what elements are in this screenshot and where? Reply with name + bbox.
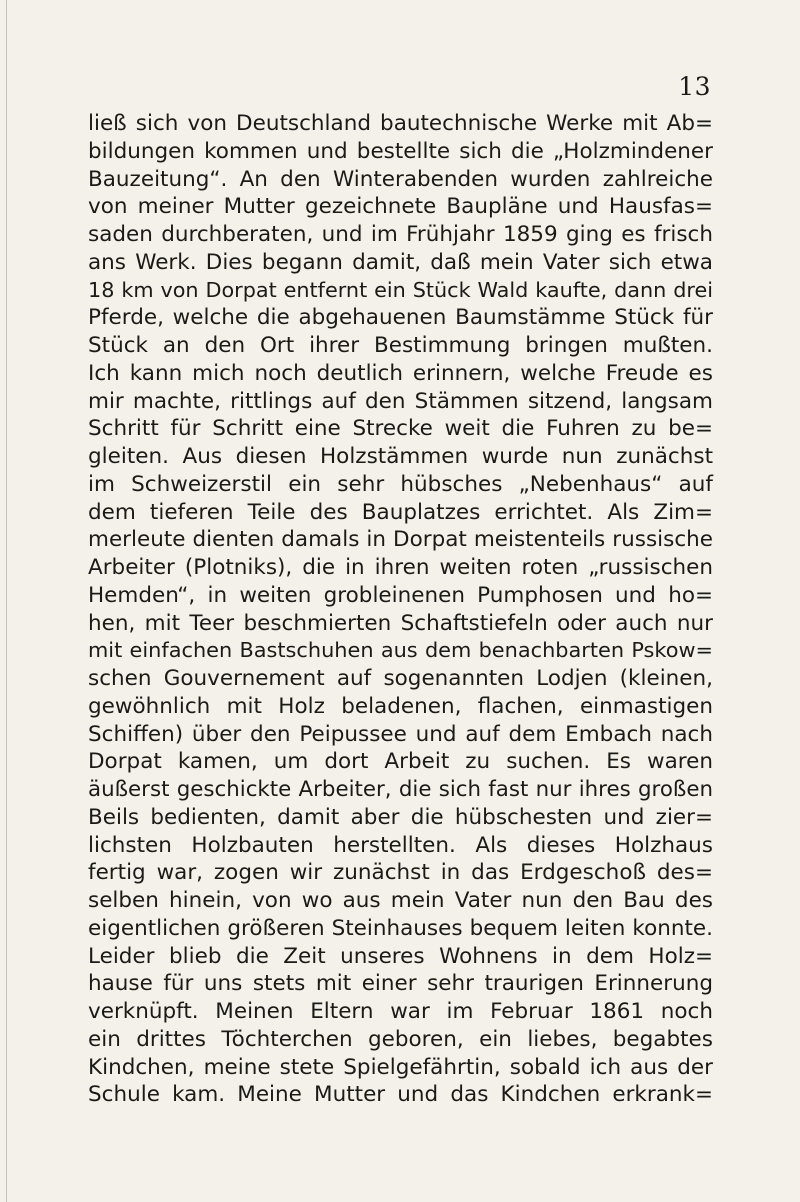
text-line: lichsten Holzbauten herstellten. Als dieses Holzhaus — [88, 832, 713, 858]
text-line: hen, mit Teer beschmierten Schaftstiefeln oder auch nur — [88, 610, 713, 636]
body-text — [88, 110, 713, 1109]
text-line: Schiffen) über den Peipussee und auf dem Embach nach — [88, 721, 713, 747]
text-line: hause für uns stets mit einer sehr traurigen Erinnerung — [88, 971, 713, 997]
text-line: gleiten. Aus diesen Holzstämmen wurde nun zunächst — [88, 444, 713, 469]
page-edge-line — [6, 0, 7, 1202]
text-line: äußerst geschickte Arbeiter, die sich fast nur ihres großen — [88, 777, 713, 802]
text-line: Schritt für Schritt eine Strecke weit die Fuhren zu be= — [88, 416, 713, 442]
text-line: Leider blieb die Zeit unseres Wohnens in dem Holz= — [88, 943, 713, 969]
text-line: Pferde, welche die abgehauenen Baumstämme Stück für — [88, 305, 713, 331]
text-line: selben hinein, von wo aus mein Vater nun den Bau des — [88, 888, 713, 913]
text-line: Schule kam. Meine Mutter und das Kindchen erkrank= — [88, 1082, 713, 1108]
text-line: saden durchberaten, und im Frühjahr 1859 ging es frisch — [88, 222, 713, 247]
text-line: ein drittes Töchterchen geboren, ein liebes, begabtes — [88, 1026, 713, 1052]
text-line: ans Werk. Dies begann damit, daß mein Vater sich etwa — [88, 249, 713, 275]
text-line: fertig war, zogen wir zunächst in das Erdgeschoß des= — [88, 860, 713, 886]
text-line: 18 km von Dorpat entfernt ein Stück Wald kaufte, dann drei — [88, 277, 713, 302]
text-line: von meiner Mutter gezeichnete Baupläne und Hausfas= — [88, 194, 713, 220]
text-line: eigentlichen größeren Steinhauses bequem leiten konnte. — [88, 915, 713, 941]
text-line: Dorpat kamen, um dort Arbeit zu suchen. Es waren — [88, 749, 713, 775]
text-line: bildungen kommen und bestellte sich die „Holzmindener — [88, 138, 713, 164]
text-line: Arbeiter (Plotniks), die in ihren weiten roten „russischen — [88, 555, 713, 580]
text-line: merleute dienten damals in Dorpat meistenteils russische — [88, 527, 713, 553]
text-line: dem tieferen Teile des Bauplatzes errichtet. Als Zim= — [88, 499, 713, 525]
text-line: im Schweizerstil ein sehr hübsches „Nebenhaus“ auf — [88, 471, 713, 497]
text-line: Stück an den Ort ihrer Bestimmung bringen mußten. — [88, 333, 713, 358]
text-line: mir machte, rittlings auf den Stämmen sitzend, langsam — [88, 388, 713, 414]
text-line: mit einfachen Bastschuhen aus dem benachbarten Pskow= — [88, 638, 713, 663]
text-line: Kindchen, meine stete Spielgefährtin, sobald ich aus der — [88, 1054, 713, 1080]
text-line: Bauzeitung“. An den Winterabenden wurden zahlreiche — [88, 166, 713, 192]
text-line: Hemden“, in weiten grobleinenen Pumphosen und ho= — [88, 582, 713, 608]
text-line: ließ sich von Deutschland bautechnische Werke mit Ab= — [88, 111, 713, 136]
page-number: 13 — [678, 72, 711, 101]
text-line: verknüpft. Meinen Eltern war im Februar 1861 noch — [88, 999, 713, 1024]
text-line: Beils bedienten, damit aber die hübschesten und zier= — [88, 804, 713, 830]
text-line: schen Gouvernement auf sogenannten Lodjen (kleinen, — [88, 666, 713, 691]
text-line: gewöhnlich mit Holz beladenen, flachen, einmastigen — [88, 693, 713, 719]
text-line: Ich kann mich noch deutlich erinnern, welche Freude es — [88, 360, 713, 386]
